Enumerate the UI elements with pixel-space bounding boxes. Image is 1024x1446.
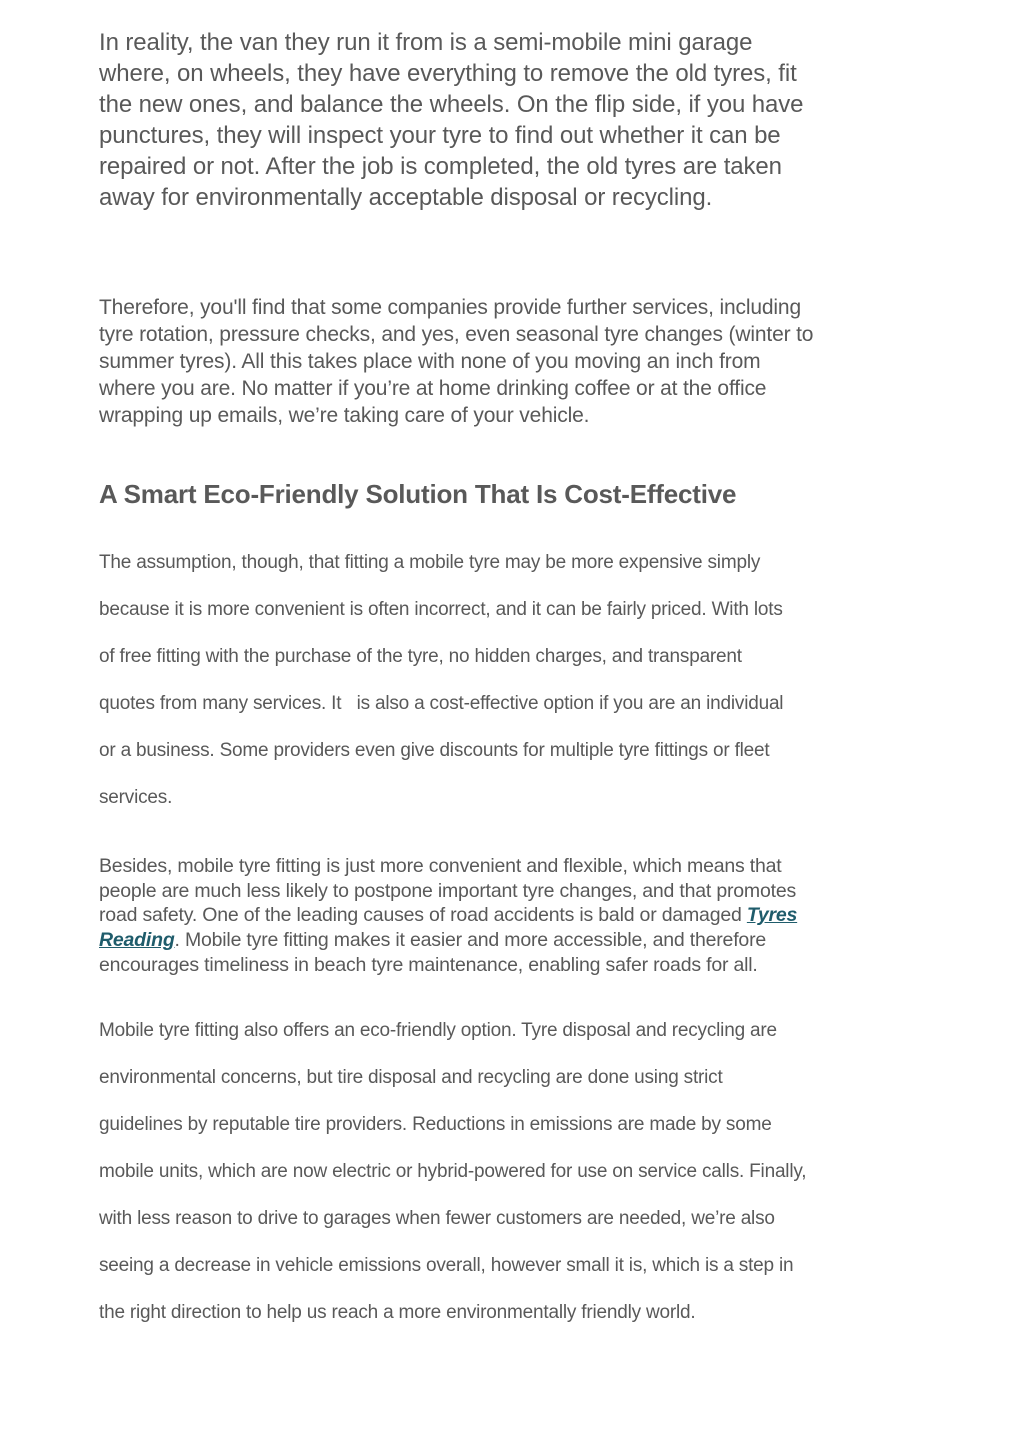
- text-line: The assumption, though, that fitting a mobile tyre may be more expensive simply: [99, 552, 761, 573]
- text-line: punctures, they will inspect your tyre to find out whether it can be: [99, 122, 781, 149]
- text-line: where, on wheels, they have everything to remove the old tyres, fit: [99, 60, 797, 87]
- text-line: mobile units, which are now electric or hybrid-powered for use on service calls. Finally,: [99, 1161, 807, 1182]
- text-line: Therefore, you'll find that some companies provide further services, including: [99, 296, 801, 319]
- tyres-reading-link[interactable]: Tyres: [746, 904, 798, 927]
- text-line: guidelines by reputable tire providers. Reductions in emissions are made by some: [99, 1114, 772, 1135]
- paragraph-further-services: [99, 294, 813, 429]
- text-line: people are much less likely to postpone important tyre changes, and that promotes: [99, 879, 797, 902]
- text-line: Mobile tyre fitting also offers an eco-friendly option. Tyre disposal and recycling are: [99, 1020, 777, 1041]
- text-line: In reality, the van they run it from is a semi-mobile mini garage: [99, 29, 753, 56]
- text-line: tyre rotation, pressure checks, and yes, even seasonal tyre changes (winter to: [99, 323, 814, 346]
- text-line: [99, 928, 797, 953]
- text-line: of free fitting with the purchase of the tyre, no hidden charges, and transparent: [99, 646, 742, 667]
- text-line: environmental concerns, but tire disposal and recycling are done using strict: [99, 1067, 723, 1088]
- section-heading: A Smart Eco-Friendly Solution That Is Cost-Effective: [99, 479, 737, 509]
- text-line: away for environmentally acceptable disposal or recycling.: [99, 184, 713, 211]
- text-line: with less reason to drive to garages when fewer customers are needed, we’re also: [99, 1208, 775, 1229]
- text-line: summer tyres). All this takes place with none of you moving an inch from: [99, 350, 761, 373]
- text-line: the new ones, and balance the wheels. On the flip side, if you have: [99, 91, 804, 118]
- paragraph-cost-effective: [99, 539, 783, 821]
- text-line: Besides, mobile tyre fitting is just more convenient and flexible, which means that: [99, 855, 782, 877]
- text-line: the right direction to help us reach a more environmentally friendly world.: [99, 1302, 696, 1323]
- text-line: where you are. No matter if you’re at home drinking coffee or at the office: [99, 377, 767, 400]
- text-line: encourages timeliness in beach tyre maintenance, enabling safer roads for all.: [99, 953, 758, 976]
- paragraph-mobile-garage: [99, 27, 803, 213]
- text-line: or a business. Some providers even give discounts for multiple tyre fittings or fleet: [99, 740, 770, 761]
- text-segment: . Mobile tyre fitting makes it easier and more accessible, and therefore: [174, 929, 767, 952]
- text-line: [99, 903, 797, 928]
- tyres-reading-link[interactable]: Reading: [99, 929, 175, 952]
- text-line: seeing a decrease in vehicle emissions overall, however small it is, which is a step in: [99, 1255, 794, 1276]
- text-line: repaired or not. After the job is completed, the old tyres are taken: [99, 153, 782, 180]
- text-line: quotes from many services. It is also a cost-effective option if you are an individual: [99, 693, 784, 714]
- text-line: wrapping up emails, we’re taking care of your vehicle.: [99, 404, 590, 427]
- text-line: because it is more convenient is often incorrect, and it can be fairly priced. With lots: [99, 599, 783, 620]
- paragraph-road-safety: [99, 854, 797, 978]
- text-line: services.: [99, 787, 173, 808]
- paragraph-eco-friendly: [99, 1007, 806, 1336]
- text-segment: road safety. One of the leading causes of road accidents is bald or damaged: [99, 904, 747, 927]
